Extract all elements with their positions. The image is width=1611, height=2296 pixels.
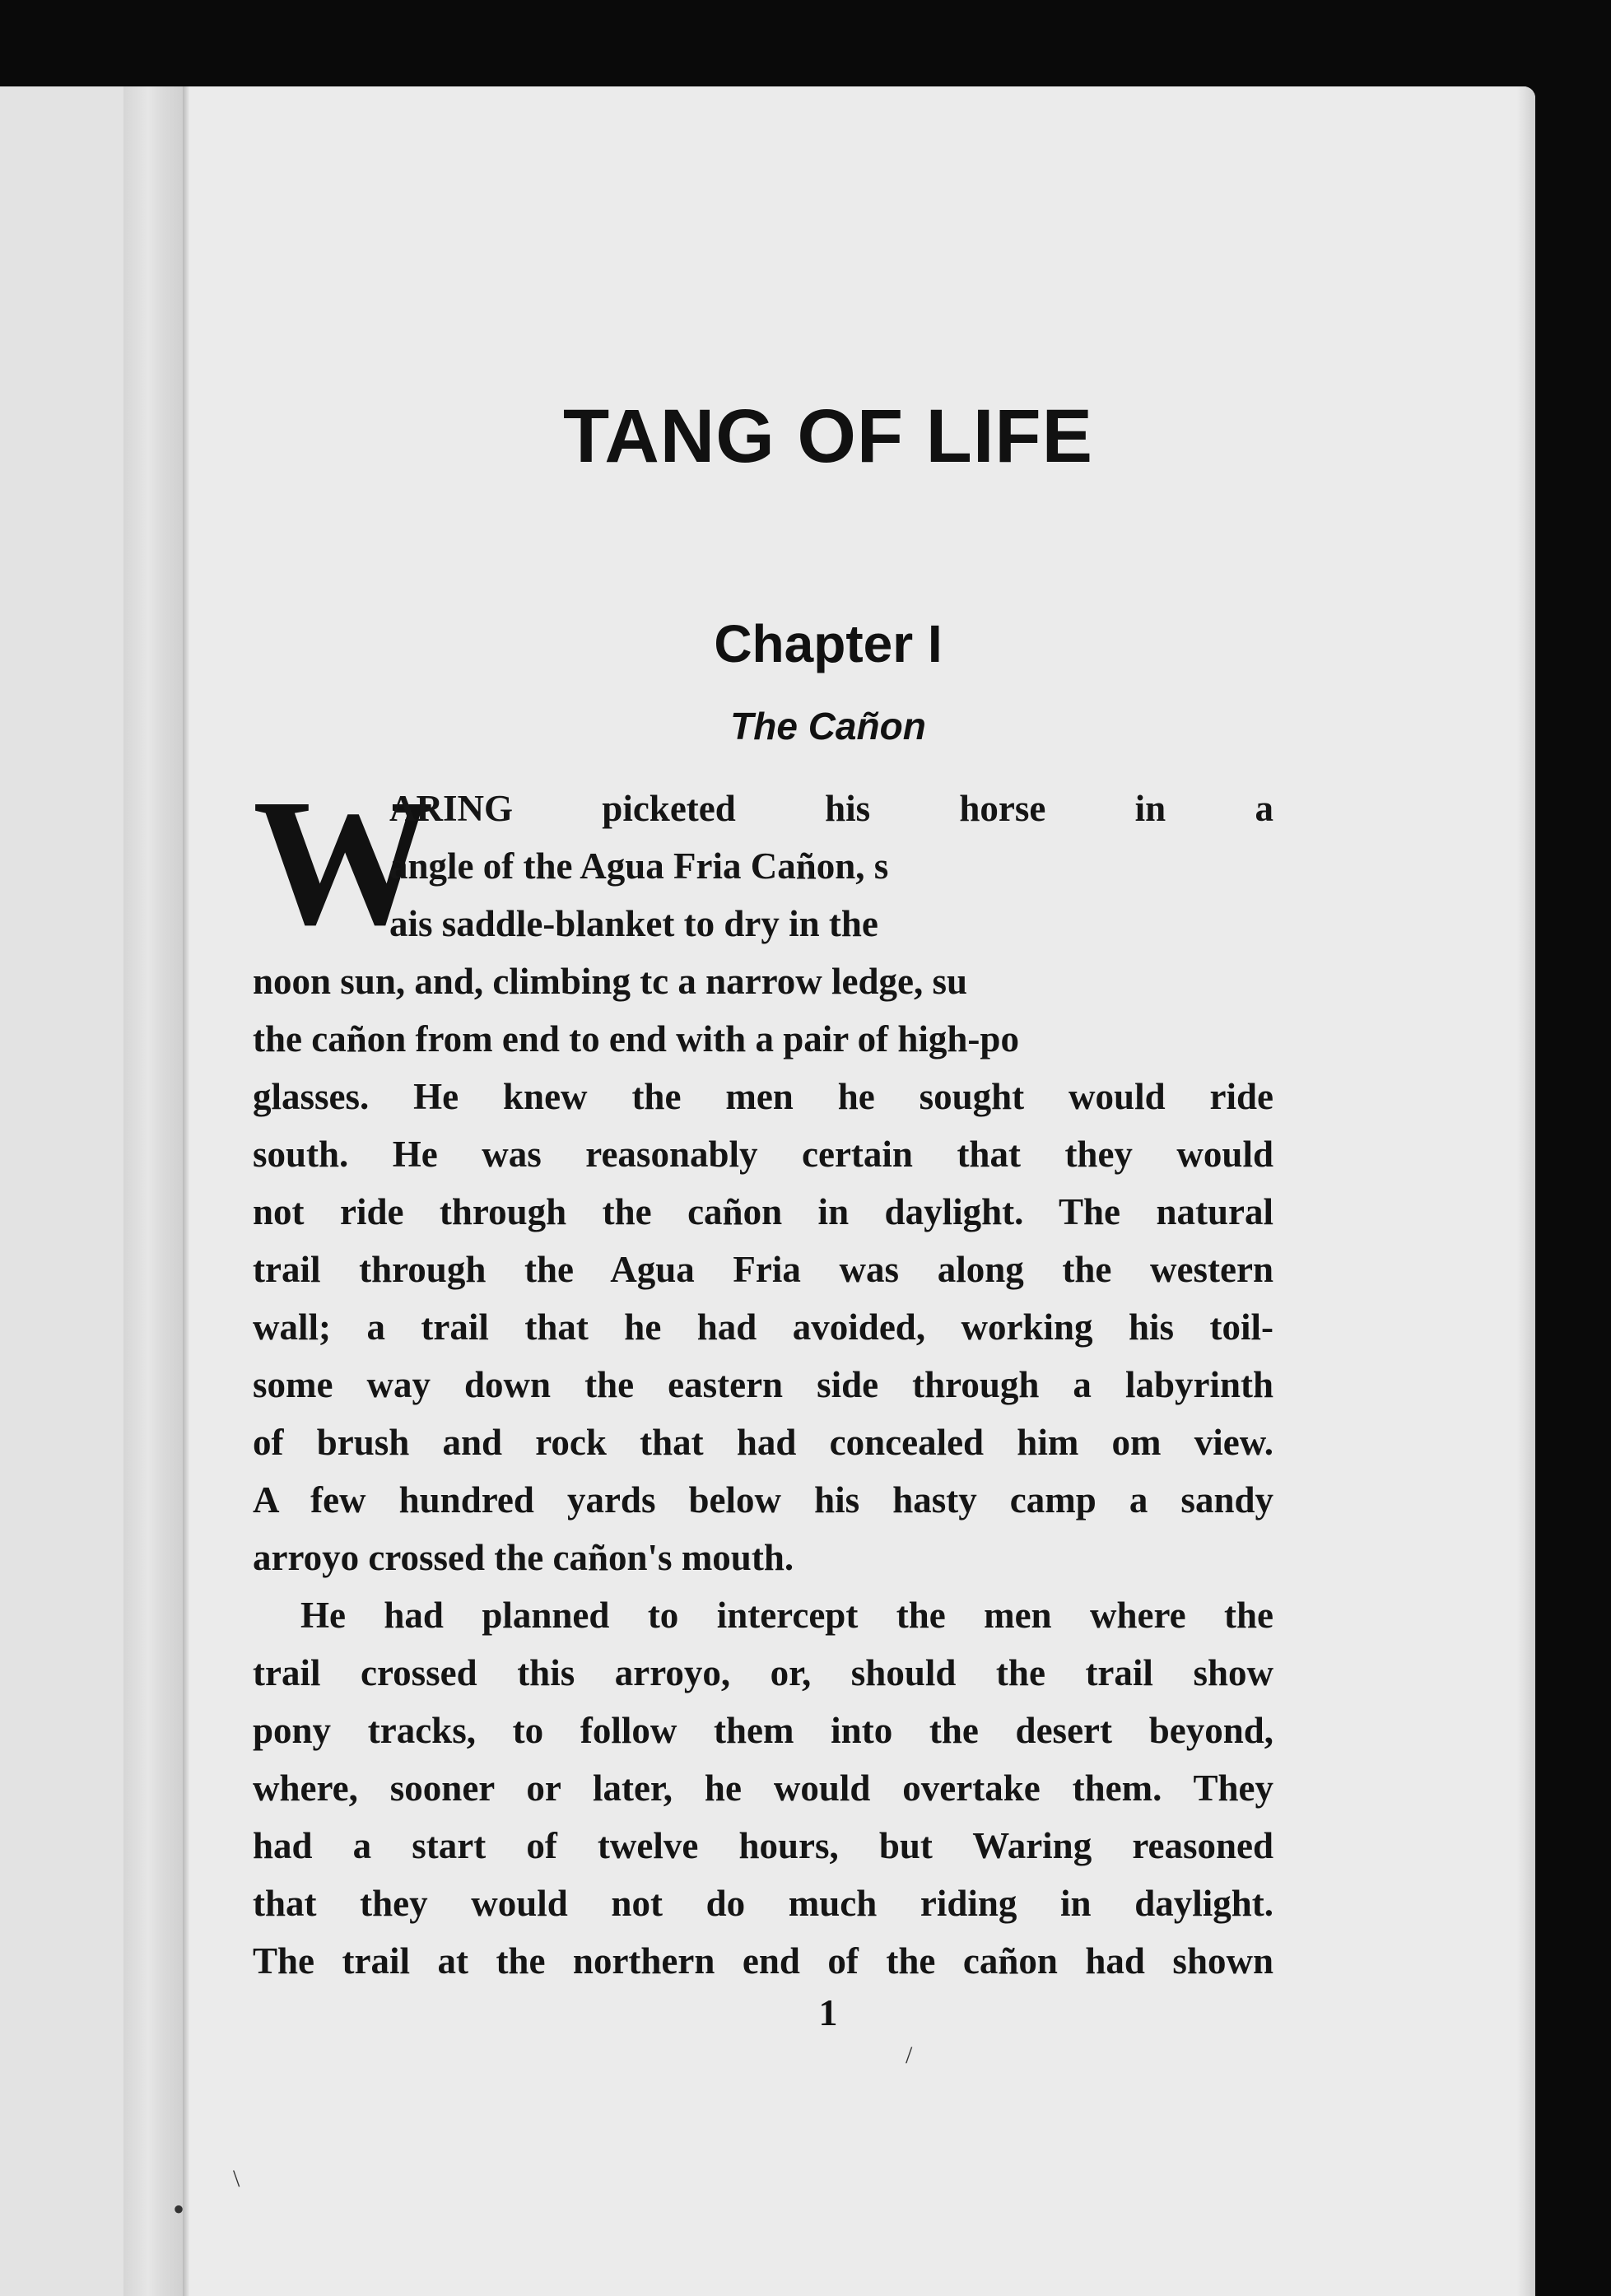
text-line: noon sun, and, climbing tc a narrow ledge, su — [253, 961, 968, 1002]
text-line: A few hundred yards below his hasty camp a sandy — [253, 1479, 1273, 1521]
book-title: TANG OF LIFE — [562, 394, 1093, 478]
stray-mark: / — [906, 2042, 913, 2069]
text-line: angle of the Agua Fria Cañon, s — [389, 845, 889, 887]
drop-cap: W — [253, 761, 434, 962]
text-line: had a start of twelve hours, but Waring reasoned — [253, 1825, 1273, 1866]
text-line: wall; a trail that he had avoided, working his toil- — [253, 1306, 1273, 1348]
chapter-heading: Chapter I — [714, 614, 943, 673]
text-line: where, sooner or later, he would overtake them. They — [253, 1767, 1273, 1809]
text-line: The trail at the northern end of the cañon had shown — [253, 1940, 1273, 1982]
text-line: He had planned to intercept the men where the — [300, 1595, 1273, 1636]
text-line: ARING picketed his horse in a — [389, 788, 1273, 829]
text-line: trail crossed this arroyo, or, should the trail show — [253, 1652, 1273, 1693]
text-line: ais saddle-blanket to dry in the — [389, 903, 878, 944]
text-line: not ride through the cañon in daylight. The natural — [253, 1191, 1273, 1232]
chapter-title: The Cañon — [730, 705, 926, 747]
page-number: 1 — [818, 1991, 838, 2033]
stray-mark: • — [173, 2191, 185, 2228]
text-line: south. He was reasonably certain that they would — [253, 1134, 1273, 1175]
text-line: the cañon from end to end with a pair of high-po — [253, 1018, 1019, 1060]
text-line: that they would not do much riding in daylight. — [253, 1883, 1273, 1924]
text-line: glasses. He knew the men he sought would ride — [253, 1076, 1273, 1117]
text-line: arroyo crossed the cañon's mouth. — [253, 1537, 794, 1578]
text-line: pony tracks, to follow them into the desert beyond, — [253, 1710, 1273, 1751]
text-line: some way down the eastern side through a labyrinth — [253, 1364, 1273, 1405]
text-line: trail through the Agua Fria was along the western — [253, 1249, 1273, 1290]
stray-mark: \ — [233, 2165, 240, 2192]
text-line: of brush and rock that had concealed him om view. — [253, 1422, 1273, 1463]
